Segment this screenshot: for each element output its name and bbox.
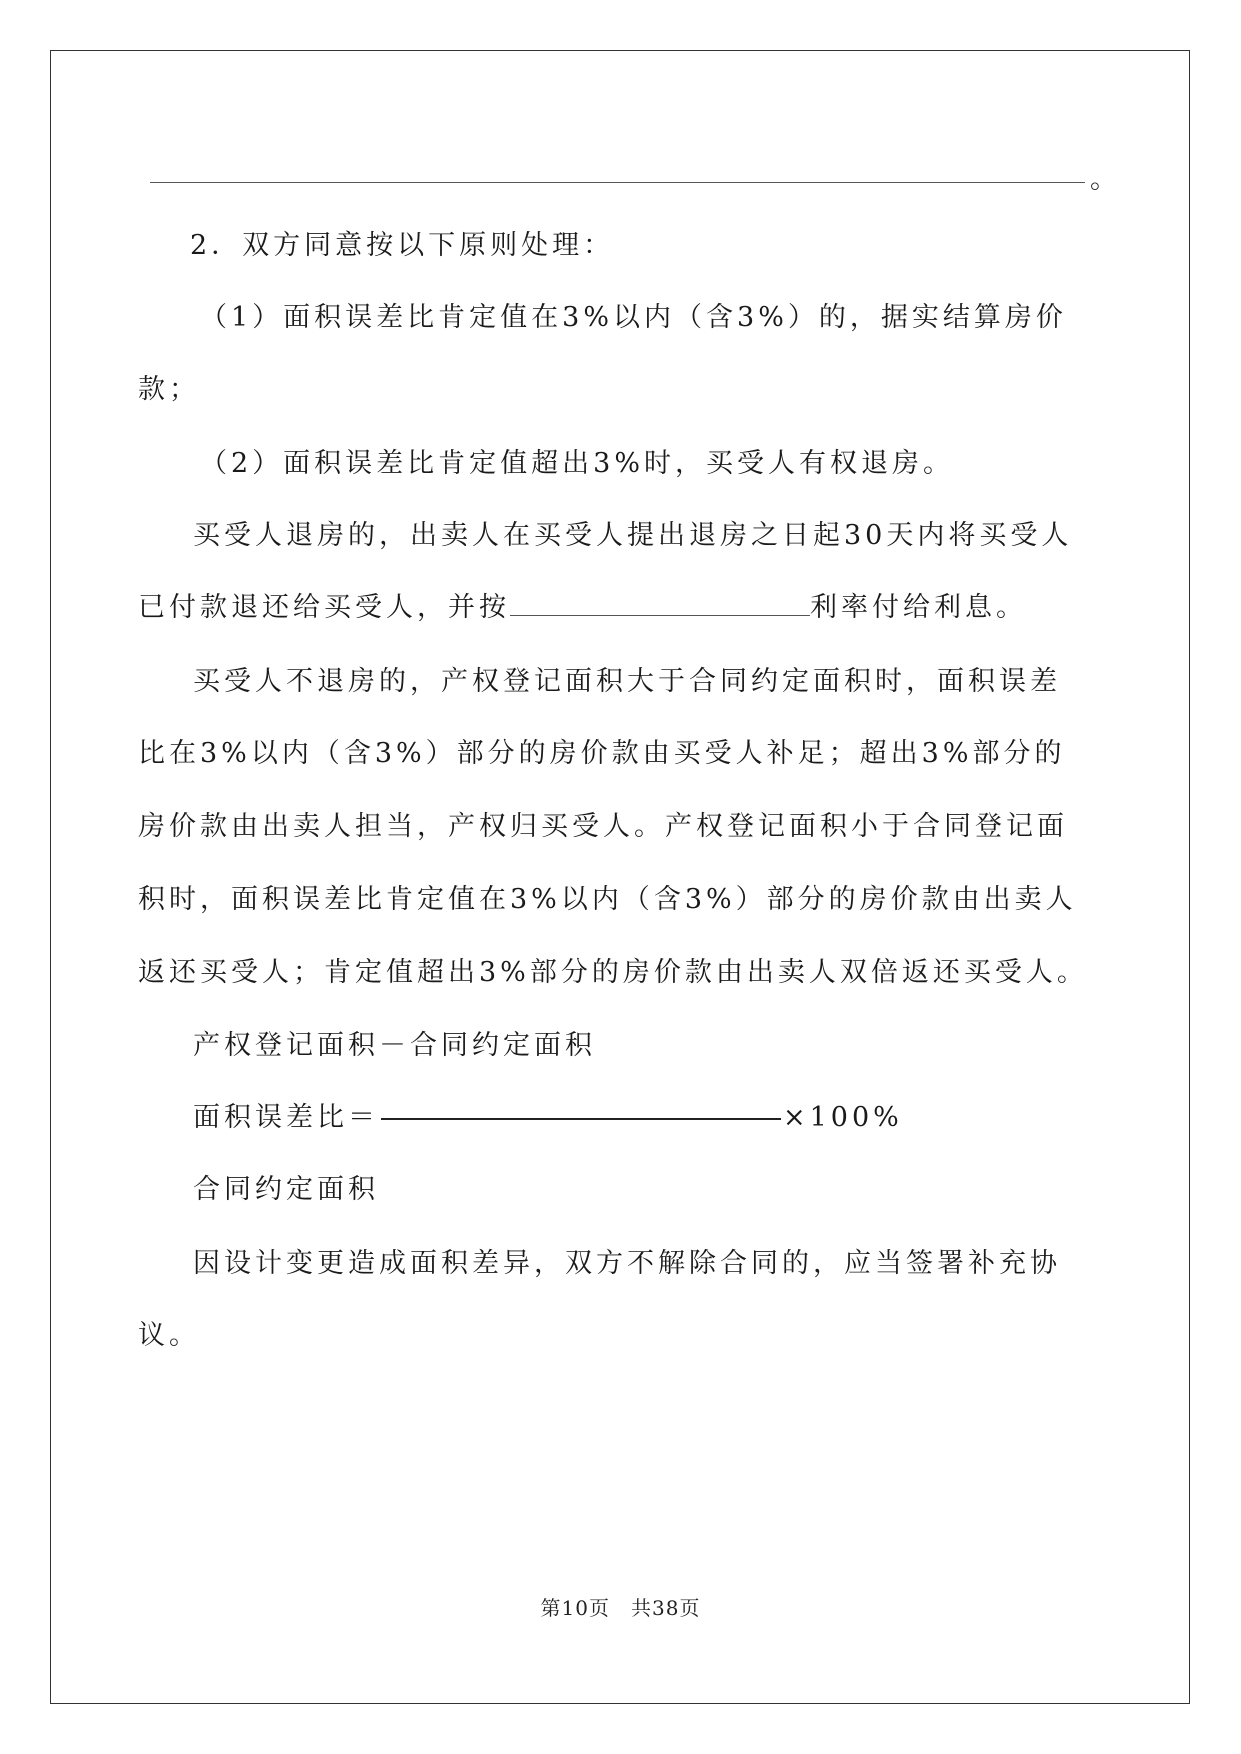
paragraph-no-refund-line-5: 返还买受人；肯定值超出3%部分的房价款由出卖人双倍返还买受人。 <box>138 957 1088 988</box>
paragraph-clause-1-line-2: 款； <box>138 374 200 405</box>
interest-rate-blank <box>510 589 810 616</box>
paragraph-principles-heading: 2．双方同意按以下原则处理： <box>190 230 615 261</box>
fraction-bar <box>381 1118 781 1120</box>
paragraph-clause-2: （2）面积误差比肯定值超出3%时，买受人有权退房。 <box>200 448 955 479</box>
paragraph-no-refund-line-4: 积时，面积误差比肯定值在3%以内（含3%）部分的房价款由出卖人 <box>138 884 1077 915</box>
formula-numerator: 产权登记面积－合同约定面积 <box>193 1030 596 1061</box>
blank-end-period: 。 <box>1090 164 1117 195</box>
paragraph-design-change-line-2: 议。 <box>138 1320 200 1351</box>
paragraph-no-refund-line-2: 比在3%以内（含3%）部分的房价款由买受人补足；超出3%部分的 <box>138 738 1066 769</box>
formula-main-line <box>193 1098 903 1138</box>
fill-in-blank-line <box>150 182 1085 183</box>
paragraph-no-refund-line-1: 买受人不退房的，产权登记面积大于合同约定面积时，面积误差 <box>193 666 1061 697</box>
paragraph-refund-line-1: 买受人退房的，出卖人在买受人提出退房之日起30天内将买受人 <box>193 520 1073 551</box>
formula-denominator: 合同约定面积 <box>193 1174 379 1205</box>
paragraph-refund-line-2 <box>138 588 1027 628</box>
paragraph-clause-1-line-1: （1）面积误差比肯定值在3%以内（含3%）的，据实结算房价 <box>200 302 1067 333</box>
page-number-footer: 第10页 共38页 <box>540 1596 701 1620</box>
paragraph-no-refund-line-3: 房价款由出卖人担当，产权归买受人。产权登记面积小于合同登记面 <box>138 811 1068 842</box>
paragraph-design-change-line-1: 因设计变更造成面积差异，双方不解除合同的，应当签署补充协 <box>193 1248 1061 1279</box>
refund-text-after-blank: 利率付给利息。 <box>810 592 1027 623</box>
formula-multiplier: ×100% <box>783 1102 903 1133</box>
formula-label: 面积误差比＝ <box>193 1102 379 1133</box>
refund-text-before-blank: 已付款退还给买受人，并按 <box>138 592 510 623</box>
